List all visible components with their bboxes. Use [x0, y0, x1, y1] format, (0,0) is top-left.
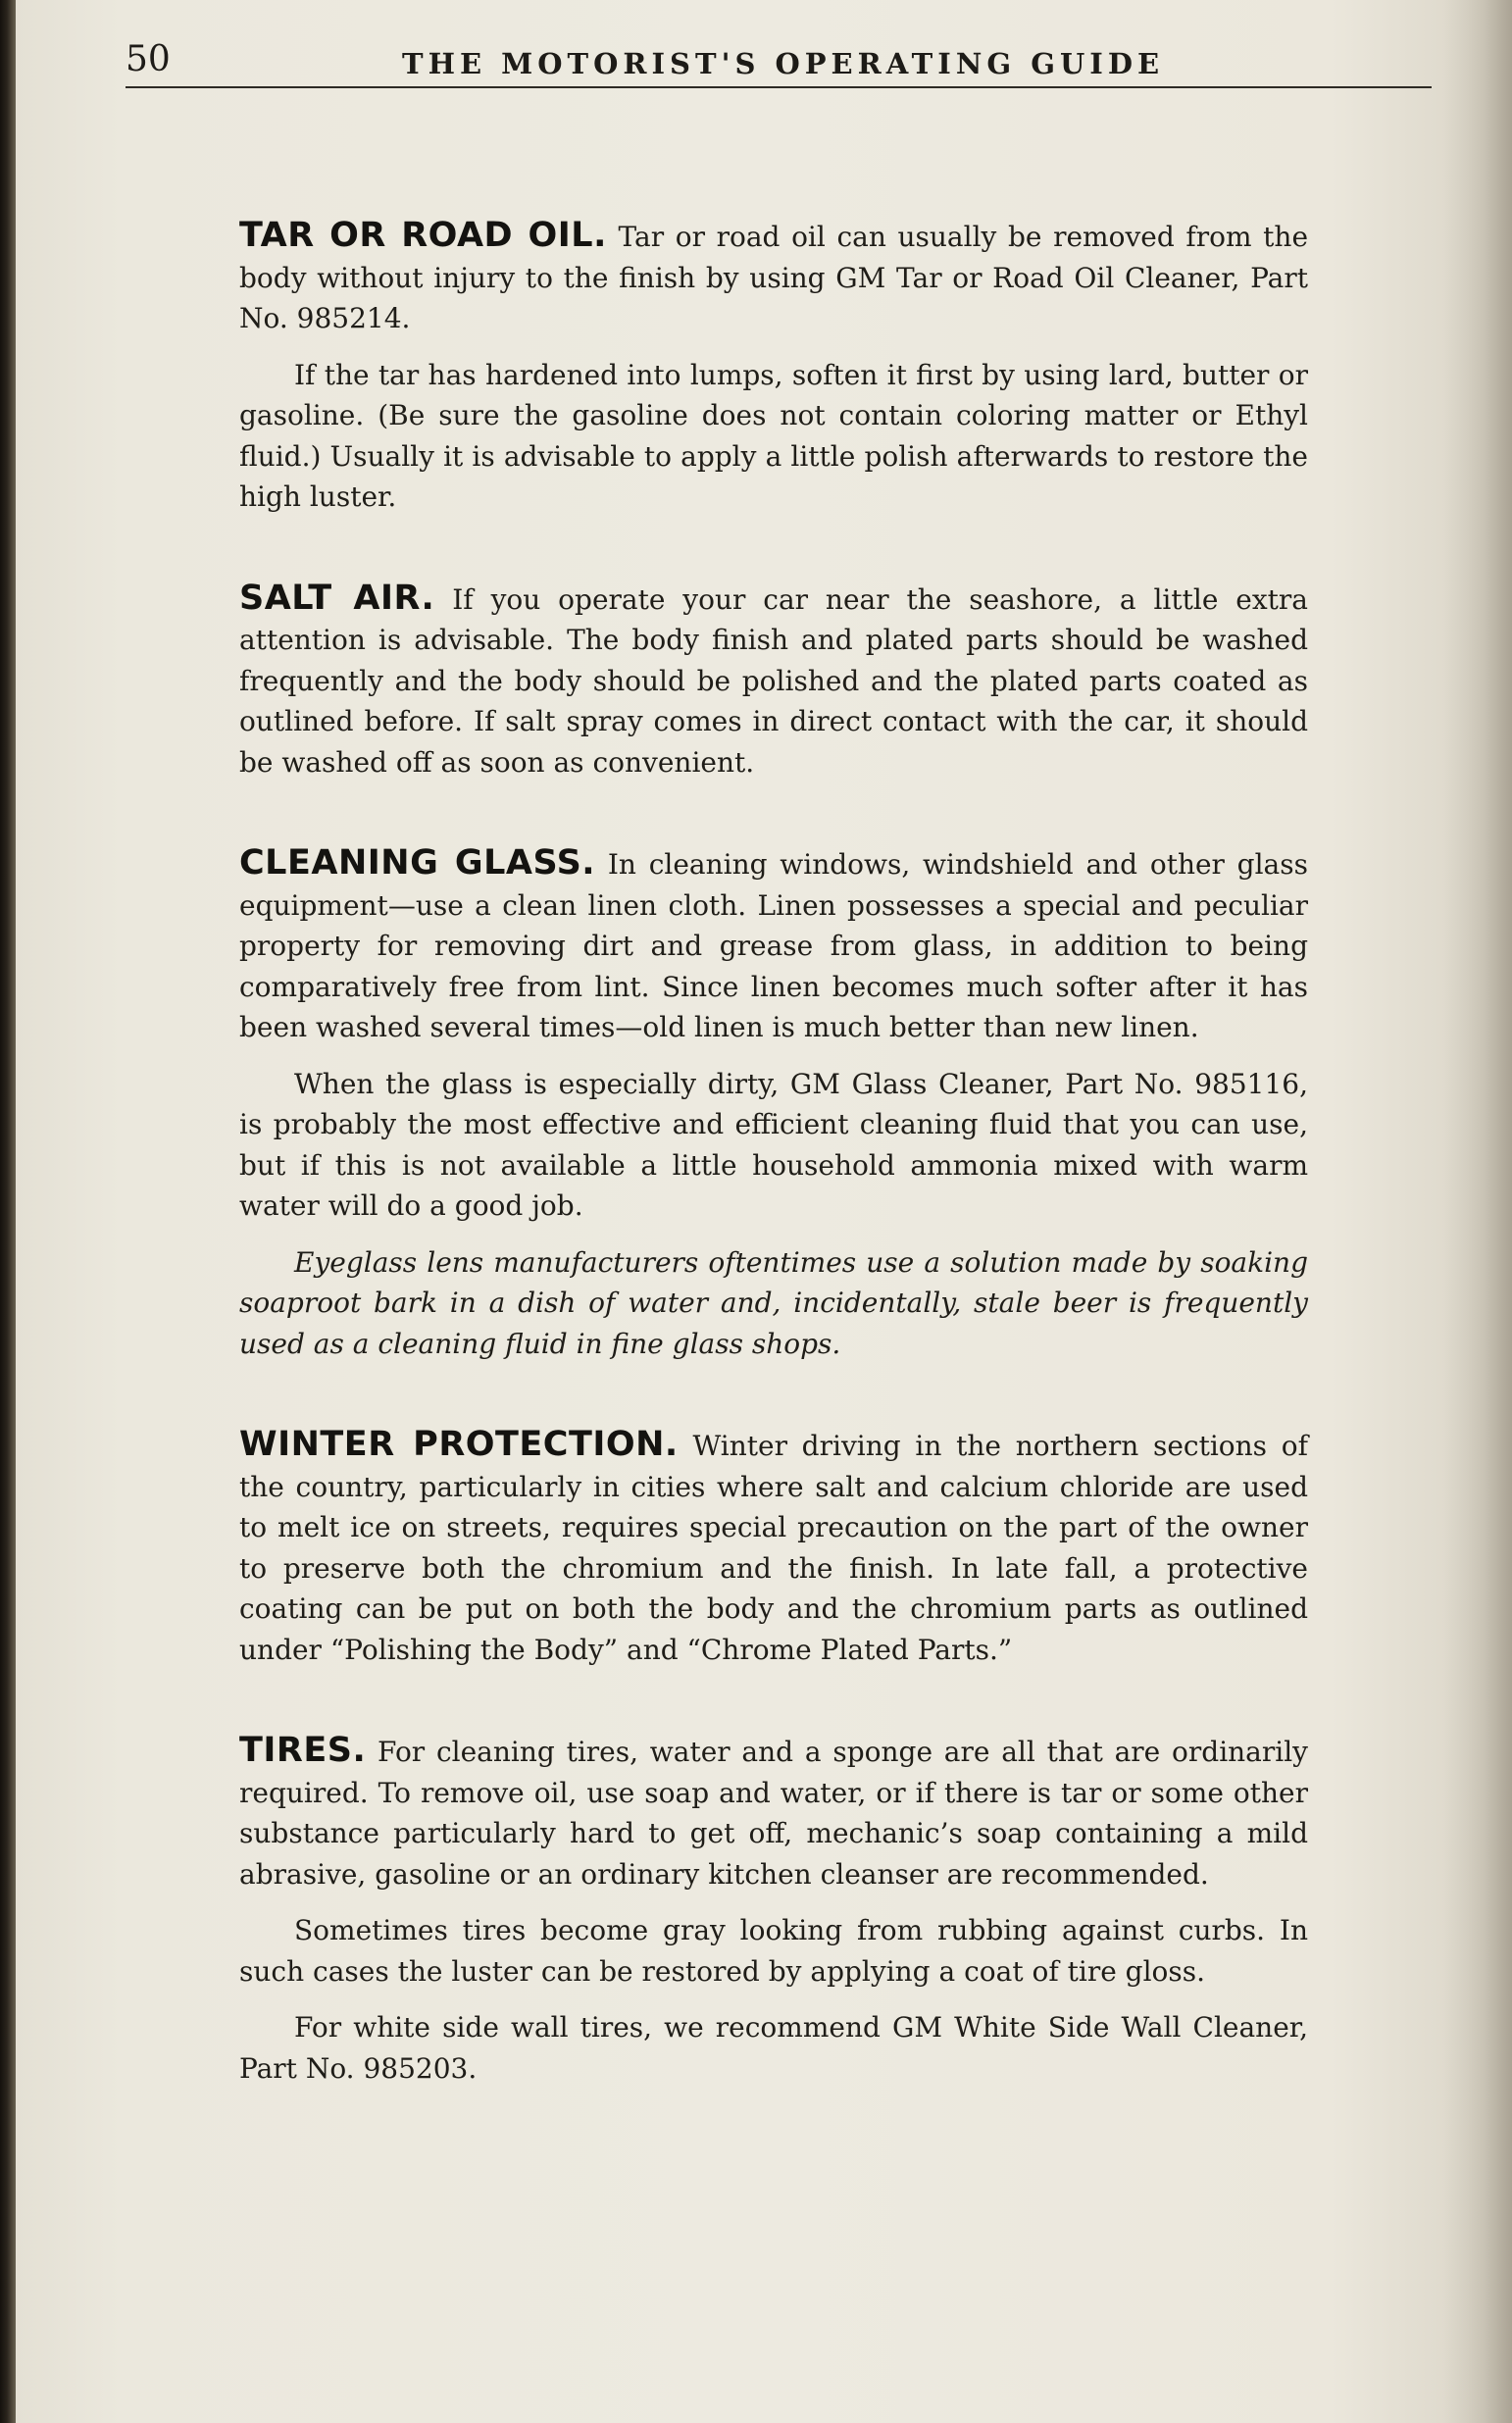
page-shadow — [1443, 0, 1512, 2423]
binding-edge — [0, 0, 16, 2423]
section-lead-text: If you operate your car near the seashore, a little extra attention is advisable. The body finish and plated parts should be washed frequently and the body should be polished and the plated parts coated as outlined before. If salt spray comes in direct contact with the car, it should be washed off as soon as convenient. — [239, 582, 1308, 779]
section-lead-text: Tar or road oil can usually be removed from the body without injury to the finish by using GM Tar or Road Oil Cleaner, Part No. 985214. — [239, 221, 1309, 334]
page-number: 50 — [126, 39, 171, 79]
section-tar-or-road-oil — [239, 216, 1308, 518]
section-cleaning-glass — [239, 843, 1308, 1364]
section-lead-text: In cleaning windows, windshield and other glass equipment—use a clean linen cloth. Linen possesses a special and peculiar property for removing dirt and grease from glass, in addition to being comparatively free from lint. Since linen becomes much softer after it has been washed several times—old linen is much better than new linen. — [239, 848, 1308, 1043]
section-lead-paragraph — [239, 1731, 1308, 1894]
section-tires — [239, 1731, 1308, 2089]
section-heading: SALT AIR. — [239, 578, 435, 618]
section-lead-text: Winter driving in the northern sections of the country, particularly in cities where salt and calcium chloride are used to melt ice on streets, requires special precaution on the part of the owner to preserve both the chromium and the finish. In late fall, a protective coating can be put on both the body and the chromium parts as outlined under “Polishing the Body” and “Chrome Plated Parts.” — [239, 1430, 1308, 1666]
section-lead-text: For cleaning tires, water and a sponge are all that are ordinarily required. To remove oil, use soap and water, or if there is tar or some other substance particularly hard to get off, mechanic’s soap containing a mild abrasive, gasoline or an ordinary kitchen cleanser are recommended. — [239, 1736, 1308, 1891]
section-lead-paragraph — [239, 579, 1308, 783]
section-paragraph: Sometimes tires become gray looking from rubbing against curbs. In such cases the luster can be restored by applying a coat of tire gloss. — [239, 1914, 1308, 1988]
page-content — [239, 216, 1308, 2149]
section-lead-paragraph — [239, 216, 1308, 339]
section-paragraph: When the glass is especially dirty, GM Glass Cleaner, Part No. 985116, is probably the most effective and efficient cleaning fluid that you can use, but if this is not available a little household ammonia mixed with warm water will do a good job. — [239, 1067, 1308, 1222]
running-title: THE MOTORIST'S OPERATING GUIDE — [402, 47, 1165, 80]
section-paragraph: For white side wall tires, we recommend GM White Side Wall Cleaner, Part No. 985203. — [239, 2011, 1308, 2085]
section-winter-protection — [239, 1425, 1308, 1670]
section-lead-paragraph — [239, 843, 1308, 1048]
italic-note: Eyeglass lens manufacturers oftentimes use a solution made by soaking soaproot bark in a dish of water and, incidentally, stale beer is frequently used as a cleaning fluid in fine glass shops. — [239, 1245, 1308, 1360]
section-heading: TAR OR ROAD OIL. — [239, 216, 607, 255]
section-heading: CLEANING GLASS. — [239, 843, 596, 883]
section-heading: WINTER PROTECTION. — [239, 1425, 679, 1464]
section-salt-air — [239, 579, 1308, 783]
section-lead-paragraph — [239, 1425, 1308, 1670]
section-heading: TIRES. — [239, 1731, 367, 1770]
page-header — [126, 39, 1432, 88]
section-paragraph: If the tar has hardened into lumps, soften it first by using lard, butter or gasoline. (Be sure the gasoline does not contain coloring matter or Ethyl fluid.) Usually it is advisable to apply a little polish afterwards to restore the high luster. — [239, 358, 1308, 513]
